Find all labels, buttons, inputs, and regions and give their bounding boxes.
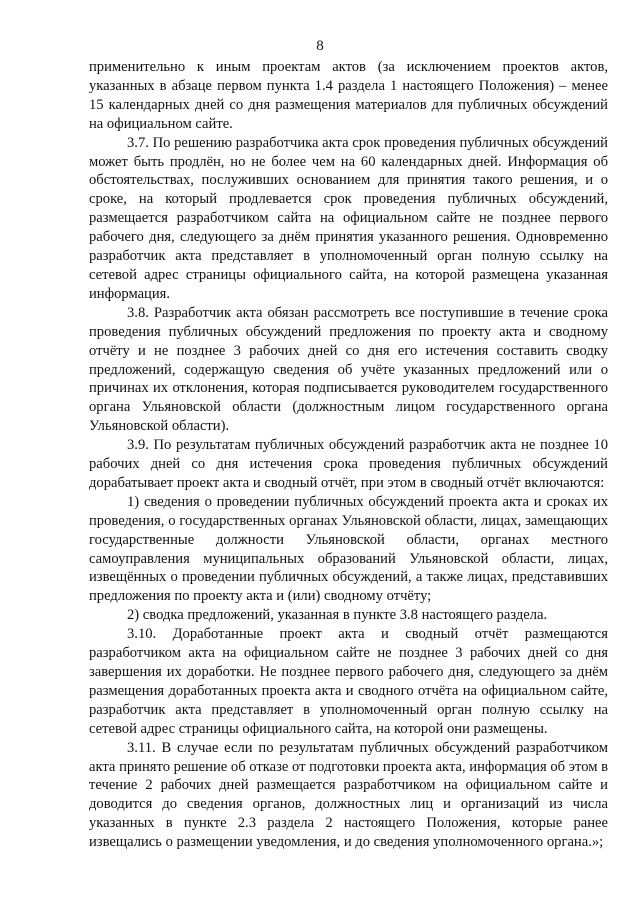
paragraph-3-10: 3.10. Доработанные проект акта и сводный отчёт размещаются разработчиком акта на официальном сайте не позднее 3 рабочих дней со дня завершения их доработки. Не позднее первого рабочего дня, следующего за днём размещения доработанных проекта акта и сводного отчёта на официальном сайте, разработчик акта представляет в уполномоченный орган полную ссылку на сетевой адрес страницы официального сайта, на которой они размещены. [89, 626, 608, 737]
list-item-1: 1) сведения о проведении публичных обсуждений проекта акта и сроках их проведения, о государственных органах Ульяновской области, лицах, замещающих государственные должности Ульяновской области, органах местного самоуправления муниципальных образований Ульяновской области, лицах, извещённых о проведении публичных обсуждений, а также лицах, представивших предложения по проекту акта и (или) сводному отчёту; [89, 493, 608, 605]
paragraph-3-8: 3.8. Разработчик акта обязан рассмотреть все поступившие в течение срока проведения публичных обсуждений предложения по проекту акта и сводному отчёту и не позднее 3 рабочих дней со дня его истечения составить сводку предложений, содержащую сведения об учёте указанных предложений или о причинах их отклонения, которая подписывается руководителем государственного органа Ульяновской области (должностным лицом государственного органа Ульяновской области). [89, 304, 608, 435]
list-item-2: 2) сводка предложений, указанная в пункте 3.8 настоящего раздела. [127, 607, 548, 624]
page-number: 8 [316, 38, 324, 54]
paragraph-continuation: применительно к иным проектам актов (за исключением проектов актов, указанных в абзаце первом пункта 1.4 раздела 1 настоящего Положения) – менее 15 календарных дней со дня размещения материалов для публичных обсуждений на официальном сайте. [89, 59, 608, 132]
paragraph-3-11: 3.11. В случае если по результатам публичных обсуждений разработчиком акта принято решение об отказе от подготовки проекта акта, информация об этом в течение 2 рабочих дней размещается разработчиком на официальном сайте и доводится до сведения органов, должностных лиц и организаций из числа указанных в пункте 2.3 раздела 2 настоящего Положения, которые ранее извещались о размещении уведомления, и до сведения уполномоченного органа.»; [89, 739, 608, 851]
paragraph-3-9: 3.9. По результатам публичных обсуждений разработчик акта не позднее 10 рабочих дней со дня истечения срока проведения публичных обсуждений дорабатывает проект акта и сводный отчёт, при этом в сводный отчёт включаются: [89, 437, 608, 491]
paragraph-3-7: 3.7. По решению разработчика акта срок проведения публичных обсуждений может быть продлён, но не более чем на 60 календарных дней. Информация об обстоятельствах, послуживших основанием для принятия такого решения, и о сроке, на который продлевается срок проведения публичных обсуждений, размещается разработчиком сайта на официальном сайте не позднее первого рабочего дня, следующего за днём принятия указанного решения. Одновременно разработчик акта представляет в уполномоченный орган полную ссылку на сетевой адрес страницы официального сайта, на которой размещена указанная информация. [89, 134, 608, 302]
document-body [89, 58, 608, 852]
